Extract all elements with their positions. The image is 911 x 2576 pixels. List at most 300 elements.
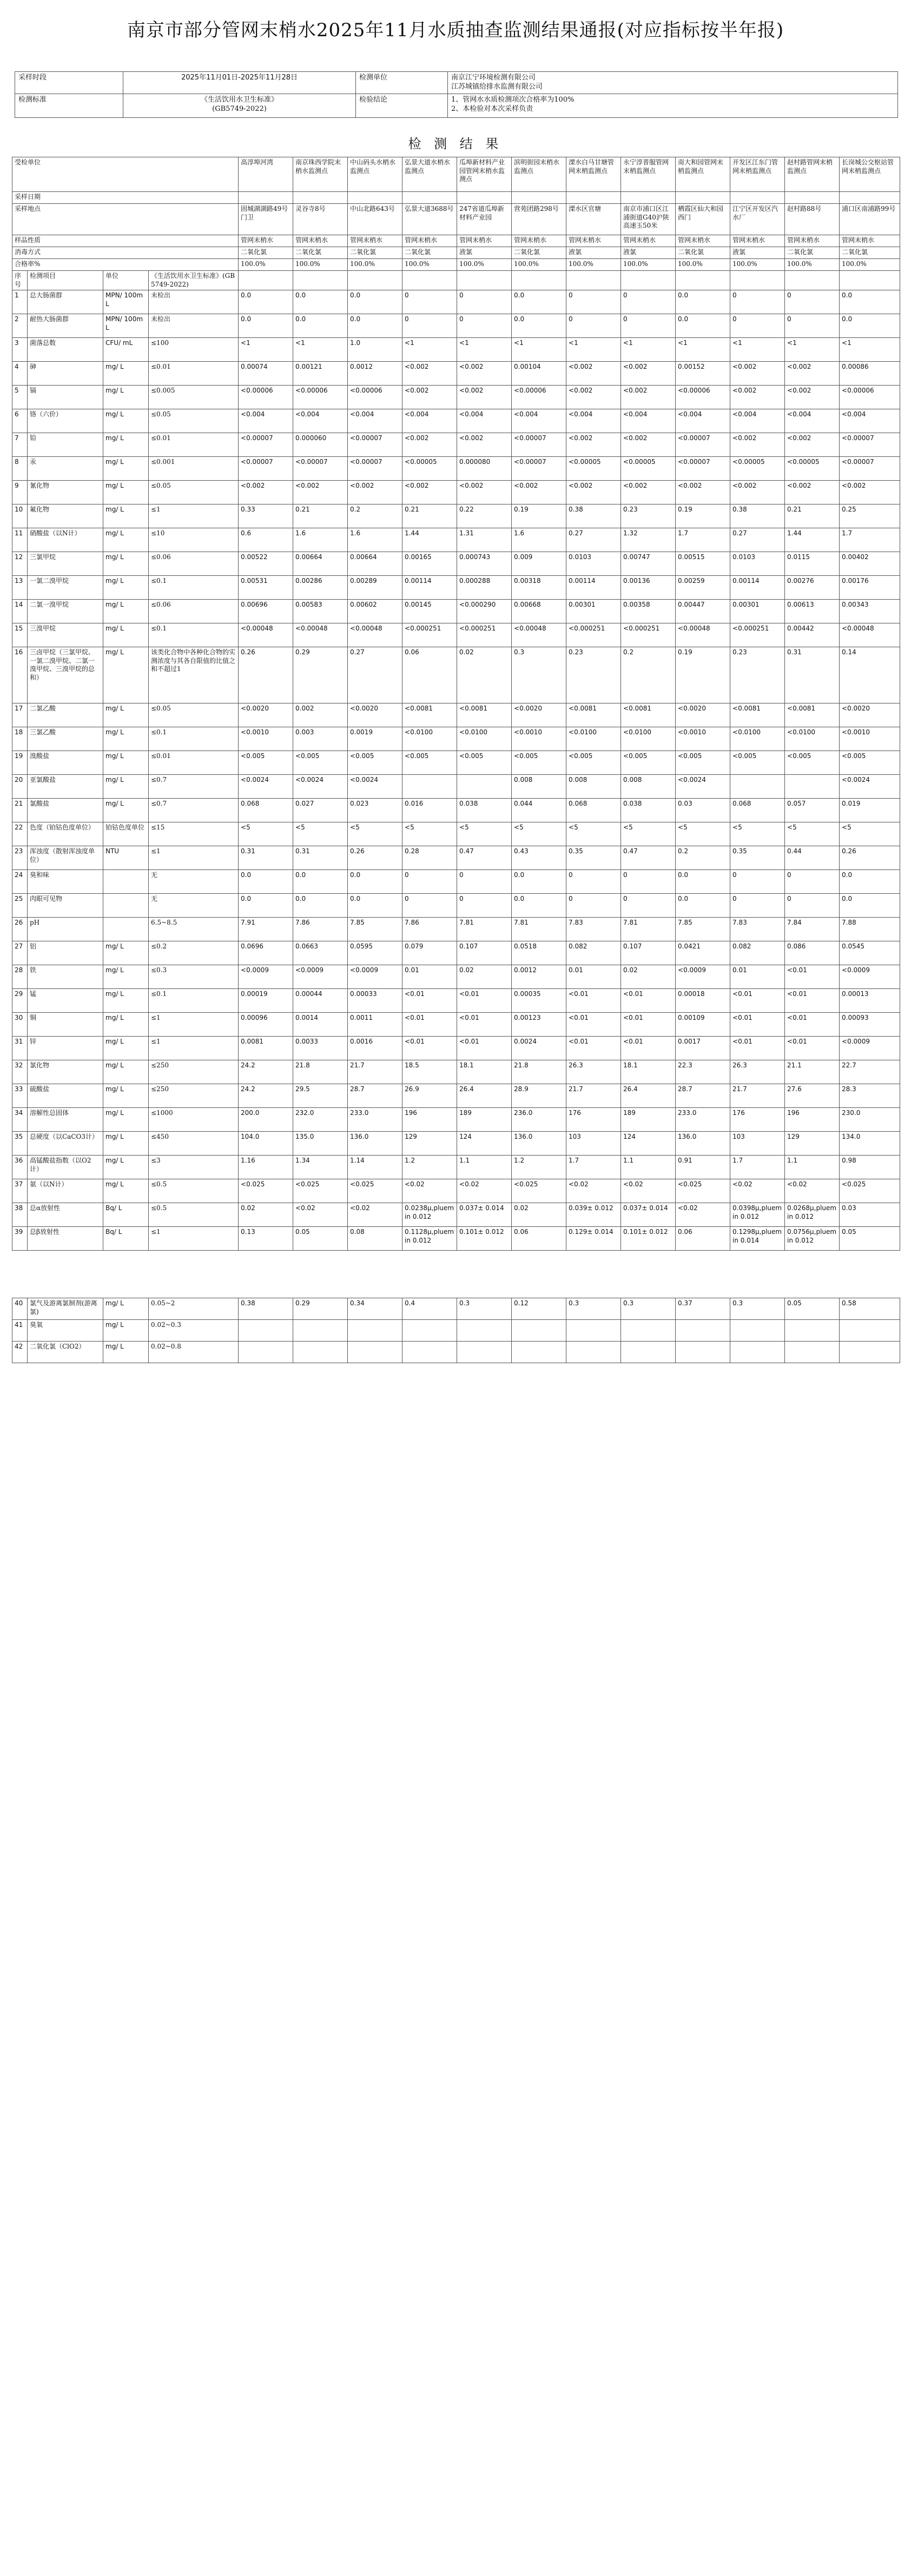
row-number: 16 bbox=[12, 647, 28, 703]
item-name: 耐热大肠菌群 bbox=[28, 314, 103, 338]
row-number: 28 bbox=[12, 965, 28, 989]
item-unit: Bq/ L bbox=[103, 1227, 149, 1251]
result-value: <0.01 bbox=[785, 1013, 840, 1037]
item-name: 总β放射性 bbox=[28, 1227, 103, 1251]
result-value: 0.26 bbox=[840, 846, 900, 870]
disinfect-method-cell: 液氯 bbox=[457, 247, 512, 259]
standard-limit: 6.5~8.5 bbox=[149, 918, 239, 941]
result-value: 0.00286 bbox=[293, 576, 348, 600]
sample-type-cell: 管网末梢水 bbox=[512, 235, 566, 247]
pass-rate-cell: 100.0% bbox=[566, 259, 621, 271]
result-value bbox=[676, 1320, 730, 1342]
result-value: <0.002 bbox=[785, 481, 840, 504]
result-value: <0.00007 bbox=[293, 457, 348, 481]
result-value bbox=[621, 1320, 676, 1342]
result-value: 0.0 bbox=[676, 870, 730, 894]
sample-unit-cell: 永宁淳普服管网末梢监测点 bbox=[621, 157, 676, 192]
result-value: 0.008 bbox=[566, 775, 621, 799]
result-value: 1.32 bbox=[621, 528, 676, 552]
result-value: 0.02 bbox=[512, 1203, 566, 1227]
result-value: 7.91 bbox=[239, 918, 293, 941]
result-value: 0.0 bbox=[840, 894, 900, 918]
item-unit: mg/ L bbox=[103, 409, 149, 433]
result-value: 0.0 bbox=[293, 870, 348, 894]
row-number: 13 bbox=[12, 576, 28, 600]
result-value: 0.0012 bbox=[512, 965, 566, 989]
result-value: 7.88 bbox=[840, 918, 900, 941]
item-name: 铅 bbox=[28, 433, 103, 457]
result-value bbox=[402, 1342, 457, 1363]
result-value: <1 bbox=[676, 338, 730, 362]
item-unit: Bq/ L bbox=[103, 1203, 149, 1227]
result-value: <0.0081 bbox=[402, 703, 457, 727]
item-name: 三氯甲烷 bbox=[28, 552, 103, 576]
result-value: 0.000060 bbox=[293, 433, 348, 457]
result-value: <0.0100 bbox=[566, 727, 621, 751]
result-value: 0.068 bbox=[730, 799, 785, 822]
result-value: 0.0 bbox=[348, 894, 402, 918]
result-value: <1 bbox=[621, 338, 676, 362]
result-value: 0.0016 bbox=[348, 1037, 402, 1060]
sample-date-cell bbox=[512, 192, 566, 204]
result-value: 21.7 bbox=[730, 1084, 785, 1108]
result-value: 0.008 bbox=[621, 775, 676, 799]
unit-value bbox=[448, 72, 898, 94]
result-value bbox=[293, 1320, 348, 1342]
result-value: 0.4 bbox=[402, 1298, 457, 1320]
result-value bbox=[621, 1342, 676, 1363]
result-value: <0.005 bbox=[512, 751, 566, 775]
result-value: 0.33 bbox=[239, 504, 293, 528]
result-value: 26.9 bbox=[402, 1084, 457, 1108]
result-value: 0.023 bbox=[348, 799, 402, 822]
result-value: <0.0081 bbox=[785, 703, 840, 727]
result-value: 0.00402 bbox=[840, 552, 900, 576]
result-value: 21.8 bbox=[293, 1060, 348, 1084]
result-value: 0.02 bbox=[239, 1203, 293, 1227]
item-unit: mg/ L bbox=[103, 386, 149, 409]
result-value: 0.00035 bbox=[512, 989, 566, 1013]
result-value: 1.14 bbox=[348, 1156, 402, 1179]
result-value: 0.00104 bbox=[512, 362, 566, 386]
result-value: 0.14 bbox=[840, 647, 900, 703]
table-row bbox=[12, 552, 900, 576]
result-value: 0.25 bbox=[840, 504, 900, 528]
item-name: 溴酸盐 bbox=[28, 751, 103, 775]
result-value: <0.002 bbox=[457, 362, 512, 386]
item-name: 色度（铂钴色度单位） bbox=[28, 822, 103, 846]
result-value: 0.0 bbox=[239, 894, 293, 918]
item-name: 铁 bbox=[28, 965, 103, 989]
sample-date-row bbox=[12, 192, 900, 204]
row-number: 25 bbox=[12, 894, 28, 918]
result-value: 0.086 bbox=[785, 941, 840, 965]
standard-limit: ≤1 bbox=[149, 504, 239, 528]
standard-limit: ≤0.05 bbox=[149, 481, 239, 504]
table-row bbox=[12, 1108, 900, 1132]
result-value: <0.002 bbox=[566, 433, 621, 457]
item-name: 浑浊度（散射浑浊度单位） bbox=[28, 846, 103, 870]
result-value: 29.5 bbox=[293, 1084, 348, 1108]
sample-site-cell: 固城湖湖路49号门卫 bbox=[239, 204, 293, 235]
result-value: <0.00007 bbox=[676, 457, 730, 481]
result-value: <0.000251 bbox=[402, 623, 457, 647]
result-value: <0.000251 bbox=[730, 623, 785, 647]
standard-limit: ≤0.01 bbox=[149, 362, 239, 386]
item-name: 一氯二溴甲烷 bbox=[28, 576, 103, 600]
result-value: <0.002 bbox=[730, 433, 785, 457]
unit-header: 单位 bbox=[103, 271, 149, 290]
result-value: <0.01 bbox=[730, 1037, 785, 1060]
result-value: <0.00006 bbox=[348, 386, 402, 409]
item-name: 溶解性总固体 bbox=[28, 1108, 103, 1132]
result-value: 0 bbox=[730, 290, 785, 314]
result-value: <5 bbox=[730, 822, 785, 846]
result-value: 0.0 bbox=[293, 314, 348, 338]
result-value: 18.1 bbox=[457, 1060, 512, 1084]
result-value: 1.44 bbox=[785, 528, 840, 552]
table-row bbox=[12, 504, 900, 528]
period-label: 采样时段 bbox=[15, 72, 123, 94]
result-value: <0.02 bbox=[785, 1179, 840, 1203]
result-value: <0.01 bbox=[730, 1013, 785, 1037]
result-value: <5 bbox=[239, 822, 293, 846]
result-value: 0.008 bbox=[512, 775, 566, 799]
item-unit: mg/ L bbox=[103, 775, 149, 799]
result-value: 0 bbox=[621, 290, 676, 314]
blank-header-cell bbox=[840, 271, 900, 290]
row-number: 37 bbox=[12, 1179, 28, 1203]
item-name: 亚氯酸盐 bbox=[28, 775, 103, 799]
sample-site-label: 采样地点 bbox=[12, 204, 239, 235]
result-value: 0.00165 bbox=[402, 552, 457, 576]
result-value: <0.005 bbox=[840, 751, 900, 775]
result-value: <0.00007 bbox=[676, 433, 730, 457]
result-value bbox=[566, 1320, 621, 1342]
row-number: 9 bbox=[12, 481, 28, 504]
result-value: 0.0238μ,pluemin 0.012 bbox=[402, 1203, 457, 1227]
table-row bbox=[12, 1298, 900, 1320]
row-number: 41 bbox=[12, 1320, 28, 1342]
result-value: <1 bbox=[457, 338, 512, 362]
result-value: <5 bbox=[512, 822, 566, 846]
result-value: <0.00007 bbox=[840, 457, 900, 481]
result-value: <0.002 bbox=[293, 481, 348, 504]
pass-rate-cell: 100.0% bbox=[512, 259, 566, 271]
result-value: <0.00048 bbox=[840, 623, 900, 647]
result-value: <0.00048 bbox=[512, 623, 566, 647]
result-value: 0.00289 bbox=[348, 576, 402, 600]
result-value: 104.0 bbox=[239, 1132, 293, 1156]
result-value: 0.082 bbox=[566, 941, 621, 965]
result-value: <0.01 bbox=[785, 1037, 840, 1060]
result-value: <0.00006 bbox=[676, 386, 730, 409]
result-value: <0.00048 bbox=[239, 623, 293, 647]
row-number: 11 bbox=[12, 528, 28, 552]
item-unit: mg/ L bbox=[103, 703, 149, 727]
result-value: <0.02 bbox=[402, 1179, 457, 1203]
result-value: 0.00442 bbox=[785, 623, 840, 647]
pass-rate-cell: 100.0% bbox=[676, 259, 730, 271]
result-value: 0.01 bbox=[402, 965, 457, 989]
result-value bbox=[840, 1320, 900, 1342]
result-value: 0.29 bbox=[293, 647, 348, 703]
standard-limit: ≤0.06 bbox=[149, 552, 239, 576]
result-value: <0.02 bbox=[457, 1179, 512, 1203]
result-value: <1 bbox=[566, 338, 621, 362]
result-value bbox=[730, 1320, 785, 1342]
result-value: 0.000743 bbox=[457, 552, 512, 576]
conclusion-value bbox=[448, 94, 898, 117]
standard-limit: ≤0.1 bbox=[149, 727, 239, 751]
pass-rate-cell: 100.0% bbox=[457, 259, 512, 271]
row-number: 10 bbox=[12, 504, 28, 528]
sample-unit-cell: 开发区江东门管网末梢监测点 bbox=[730, 157, 785, 192]
result-value: 0.03 bbox=[676, 799, 730, 822]
item-unit: mg/ L bbox=[103, 1298, 149, 1320]
result-value: 0.00301 bbox=[566, 600, 621, 623]
result-value: 0.02 bbox=[457, 647, 512, 703]
result-value: 0.2 bbox=[348, 504, 402, 528]
result-value: 0.00664 bbox=[293, 552, 348, 576]
result-value: 18.1 bbox=[621, 1060, 676, 1084]
result-value: <0.00048 bbox=[293, 623, 348, 647]
item-name: 三溴甲烷 bbox=[28, 623, 103, 647]
result-value: <0.01 bbox=[621, 1013, 676, 1037]
result-value: 0.009 bbox=[512, 552, 566, 576]
result-value: 103 bbox=[730, 1132, 785, 1156]
result-value: 21.7 bbox=[348, 1060, 402, 1084]
item-unit: mg/ L bbox=[103, 1320, 149, 1342]
period-value: 2025年11月01日-2025年11月28日 bbox=[123, 72, 356, 94]
result-value: <0.004 bbox=[512, 409, 566, 433]
sample-unit-cell: 赵村路管网末梢监测点 bbox=[785, 157, 840, 192]
result-value: <0.00007 bbox=[239, 457, 293, 481]
disinfect-method-cell: 液氯 bbox=[566, 247, 621, 259]
result-value: <0.0010 bbox=[676, 727, 730, 751]
item-name: 锰 bbox=[28, 989, 103, 1013]
result-value bbox=[402, 1320, 457, 1342]
item-name: 硝酸盐（以N计） bbox=[28, 528, 103, 552]
table-row bbox=[12, 290, 900, 314]
result-value: 129 bbox=[785, 1132, 840, 1156]
result-value: 0.0696 bbox=[239, 941, 293, 965]
result-value: 0.3 bbox=[457, 1298, 512, 1320]
sample-site-cell: 247省道瓜埠新材料产业园 bbox=[457, 204, 512, 235]
unit-label: 检测单位 bbox=[356, 72, 448, 94]
item-unit bbox=[103, 870, 149, 894]
item-header: 检测项目 bbox=[28, 271, 103, 290]
result-value: <0.002 bbox=[402, 433, 457, 457]
result-value: 0.26 bbox=[239, 647, 293, 703]
result-value: 0.06 bbox=[676, 1227, 730, 1251]
result-value: <0.0100 bbox=[785, 727, 840, 751]
result-value: 0.1298μ,pluemin 0.014 bbox=[730, 1227, 785, 1251]
result-value: <0.02 bbox=[348, 1203, 402, 1227]
table-row bbox=[12, 457, 900, 481]
pass-rate-cell: 100.0% bbox=[840, 259, 900, 271]
result-value: <0.002 bbox=[402, 481, 457, 504]
result-value: 0.19 bbox=[512, 504, 566, 528]
result-value: 7.84 bbox=[785, 918, 840, 941]
pass-rate-cell: 100.0% bbox=[730, 259, 785, 271]
pass-rate-label: 合格率% bbox=[12, 259, 239, 271]
result-value: <0.002 bbox=[457, 386, 512, 409]
item-name: 氟化物 bbox=[28, 504, 103, 528]
result-value: 7.81 bbox=[457, 918, 512, 941]
result-value: <0.002 bbox=[621, 433, 676, 457]
table-row bbox=[12, 965, 900, 989]
result-value: <1 bbox=[512, 338, 566, 362]
row-number: 6 bbox=[12, 409, 28, 433]
sample-unit-cell: 南大和园管网末梢监测点 bbox=[676, 157, 730, 192]
row-number: 27 bbox=[12, 941, 28, 965]
result-value: <0.01 bbox=[785, 989, 840, 1013]
result-value: 0.0 bbox=[512, 314, 566, 338]
standard-limit: 0.05~2 bbox=[149, 1298, 239, 1320]
row-number: 33 bbox=[12, 1084, 28, 1108]
result-value: 0.00747 bbox=[621, 552, 676, 576]
result-value: 0.0268μ,pluemin 0.012 bbox=[785, 1203, 840, 1227]
table-row bbox=[12, 1084, 900, 1108]
result-value bbox=[730, 775, 785, 799]
result-value: 0.00019 bbox=[239, 989, 293, 1013]
item-name: 锌 bbox=[28, 1037, 103, 1060]
result-value: <0.01 bbox=[457, 989, 512, 1013]
table-row bbox=[12, 481, 900, 504]
result-value: <1 bbox=[402, 338, 457, 362]
result-value: 0.6 bbox=[239, 528, 293, 552]
result-value: 103 bbox=[566, 1132, 621, 1156]
sample-date-cell bbox=[457, 192, 512, 204]
result-value: <0.004 bbox=[402, 409, 457, 433]
result-value: 0.00602 bbox=[348, 600, 402, 623]
result-value: 129 bbox=[402, 1132, 457, 1156]
item-name: 菌落总数 bbox=[28, 338, 103, 362]
result-value: 0.0 bbox=[239, 870, 293, 894]
result-value: <0.002 bbox=[239, 481, 293, 504]
result-value: 0.00093 bbox=[840, 1013, 900, 1037]
disinfect-method-cell: 液氯 bbox=[730, 247, 785, 259]
result-value: <5 bbox=[457, 822, 512, 846]
result-value: 1.7 bbox=[676, 528, 730, 552]
result-value: 0.00096 bbox=[239, 1013, 293, 1037]
sample-type-row bbox=[12, 235, 900, 247]
item-name: 臭氧 bbox=[28, 1320, 103, 1342]
sample-unit-cell: 南京珠西学院末梢水监测点 bbox=[293, 157, 348, 192]
result-value: 0.35 bbox=[566, 846, 621, 870]
result-value: 0.12 bbox=[512, 1298, 566, 1320]
result-value: 0.2 bbox=[676, 846, 730, 870]
item-unit bbox=[103, 918, 149, 941]
result-value: 0.00136 bbox=[621, 576, 676, 600]
item-unit bbox=[103, 894, 149, 918]
result-value: 0.0 bbox=[840, 870, 900, 894]
result-value: <5 bbox=[293, 822, 348, 846]
result-value: 1.7 bbox=[730, 1156, 785, 1179]
result-value: 0 bbox=[621, 870, 676, 894]
standard-limit: ≤100 bbox=[149, 338, 239, 362]
result-value: <0.002 bbox=[621, 386, 676, 409]
result-value: <0.004 bbox=[785, 409, 840, 433]
blank-header-cell bbox=[402, 271, 457, 290]
table-row bbox=[12, 1060, 900, 1084]
result-value bbox=[239, 1320, 293, 1342]
results-body bbox=[12, 157, 900, 1251]
standard-limit: ≤0.1 bbox=[149, 576, 239, 600]
item-name: 高锰酸盐指数（以O2计） bbox=[28, 1156, 103, 1179]
standard-limit: 未检出 bbox=[149, 290, 239, 314]
row-number: 35 bbox=[12, 1132, 28, 1156]
result-value: 0 bbox=[730, 870, 785, 894]
result-value: 0 bbox=[621, 894, 676, 918]
sample-date-cell bbox=[676, 192, 730, 204]
standard-limit: ≤1000 bbox=[149, 1108, 239, 1132]
result-value bbox=[512, 1342, 566, 1363]
sample-date-cell bbox=[239, 192, 293, 204]
result-value: <1 bbox=[730, 338, 785, 362]
item-unit: mg/ L bbox=[103, 1060, 149, 1084]
table-row bbox=[12, 528, 900, 552]
result-value: 21.1 bbox=[785, 1060, 840, 1084]
sample-site-row bbox=[12, 204, 900, 235]
result-value: 1.6 bbox=[512, 528, 566, 552]
result-value: <5 bbox=[566, 822, 621, 846]
table-row bbox=[12, 822, 900, 846]
result-value: 0.19 bbox=[676, 504, 730, 528]
pass-rate-cell: 100.0% bbox=[348, 259, 402, 271]
blank-header-cell bbox=[566, 271, 621, 290]
result-value: <0.002 bbox=[730, 362, 785, 386]
result-value: 0.00121 bbox=[293, 362, 348, 386]
result-value: 0.00109 bbox=[676, 1013, 730, 1037]
result-value bbox=[457, 1342, 512, 1363]
standard-limit: ≤3 bbox=[149, 1156, 239, 1179]
result-value: <0.0020 bbox=[512, 703, 566, 727]
result-value: <0.004 bbox=[621, 409, 676, 433]
result-value: 0.22 bbox=[457, 504, 512, 528]
row-number: 3 bbox=[12, 338, 28, 362]
result-value: <0.0100 bbox=[457, 727, 512, 751]
standard-limit: ≤0.5 bbox=[149, 1179, 239, 1203]
page-title: 南京市部分管网末梢水2025年11月水质抽查监测结果通报(对应指标按半年报) bbox=[127, 19, 784, 41]
result-value: 0.000288 bbox=[457, 576, 512, 600]
row-number: 22 bbox=[12, 822, 28, 846]
sample-date-cell bbox=[730, 192, 785, 204]
result-value: 0.082 bbox=[730, 941, 785, 965]
sample-site-cell: 溧水区官塘 bbox=[566, 204, 621, 235]
row-number: 5 bbox=[12, 386, 28, 409]
row-number: 32 bbox=[12, 1060, 28, 1084]
item-name: 二氧化氯（ClO2） bbox=[28, 1342, 103, 1363]
sample-date-cell bbox=[785, 192, 840, 204]
result-value: 0.027 bbox=[293, 799, 348, 822]
row-number: 8 bbox=[12, 457, 28, 481]
result-value: <0.0009 bbox=[239, 965, 293, 989]
result-value: 0.0756μ,pluemin 0.012 bbox=[785, 1227, 840, 1251]
result-value: 189 bbox=[621, 1108, 676, 1132]
standard-limit: 0.02~0.3 bbox=[149, 1320, 239, 1342]
result-value: <0.002 bbox=[840, 481, 900, 504]
table-row bbox=[12, 727, 900, 751]
result-value: 0 bbox=[785, 290, 840, 314]
result-value: <0.005 bbox=[293, 751, 348, 775]
result-value: <0.004 bbox=[293, 409, 348, 433]
result-value: <0.025 bbox=[348, 1179, 402, 1203]
item-name: pH bbox=[28, 918, 103, 941]
table-row bbox=[12, 314, 900, 338]
sample-date-cell bbox=[293, 192, 348, 204]
